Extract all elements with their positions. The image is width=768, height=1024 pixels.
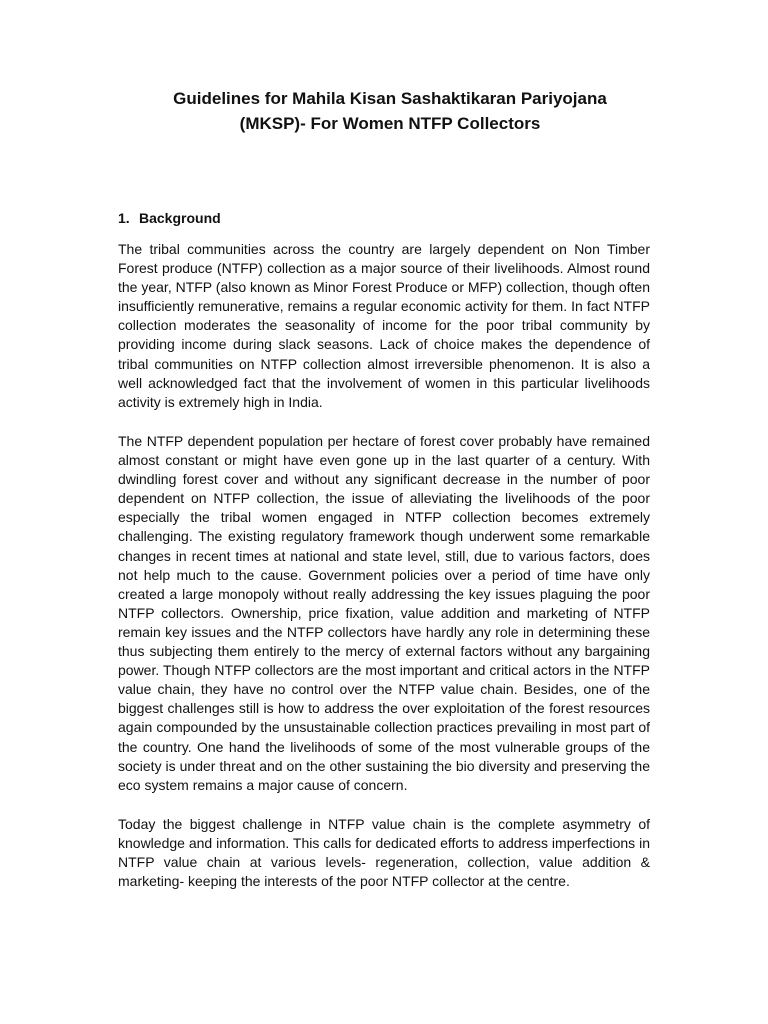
paragraph-2: The NTFP dependent population per hectare of forest cover probably have remained almost constant or might have even gone up in the last quarter of a century. With dwindling forest cover and without any significant decrease in the number of poor dependent on NTFP collection, the issue of alleviating the livelihoods of the poor especially the tribal women engaged in NTFP collection becomes extremely challenging. The existing regulatory framework though underwent some remarkable changes in recent times at national and state level, still, due to various factors, does not help much to the cause. Government policies over a period of time have only created a large monopoly without really addressing the key issues plaguing the poor NTFP collectors. Ownership, price fixation, value addition and marketing of NTFP remain key issues and the NTFP collectors have hardly any role in determining these thus subjecting them entirely to the mercy of external factors without any bargaining power. Though NTFP collectors are the most important and critical actors in the NTFP value chain, they have no control over the NTFP value chain. Besides, one of the biggest challenges still is how to address the over exploitation of the forest resources again compounded by the unsustainable collection practices prevailing in most part of the country. One hand the livelihoods of some of the most vulnerable groups of the society is under threat and on the other sustaining the bio diversity and preserving the eco system remains a major cause of concern. xyxy=(118,433,650,793)
paragraph-1: The tribal communities across the country are largely dependent on Non Timber Forest produce (NTFP) collection as a major source of their livelihoods. Almost round the year, NTFP (also known as Minor Forest Produce or MFP) collection, though often insufficiently remunerative, remains a regular economic activity for them. In fact NTFP collection moderates the seasonality of income for the poor tribal community by providing income during slack seasons. Lack of choice makes the dependence of tribal communities on NTFP collection almost irreversible phenomenon. It is also a well acknowledged fact that the involvement of women in this particular livelihoods activity is extremely high in India. xyxy=(118,241,650,410)
document-title xyxy=(150,86,630,136)
title-line-2: (MKSP)- For Women NTFP Collectors xyxy=(239,114,541,133)
section-heading xyxy=(118,209,221,227)
paragraph-3: Today the biggest challenge in NTFP value chain is the complete asymmetry of knowledge and information. This calls for dedicated efforts to address imperfections in NTFP value chain at various levels- regeneration, collection, value addition & marketing- keeping the interests of the poor NTFP collector at the centre. xyxy=(118,816,650,890)
section-number: 1. xyxy=(118,210,130,226)
section-heading-text: Background xyxy=(139,210,221,226)
title-line-1: Guidelines for Mahila Kisan Sashaktikaran Pariyojana xyxy=(173,89,607,108)
